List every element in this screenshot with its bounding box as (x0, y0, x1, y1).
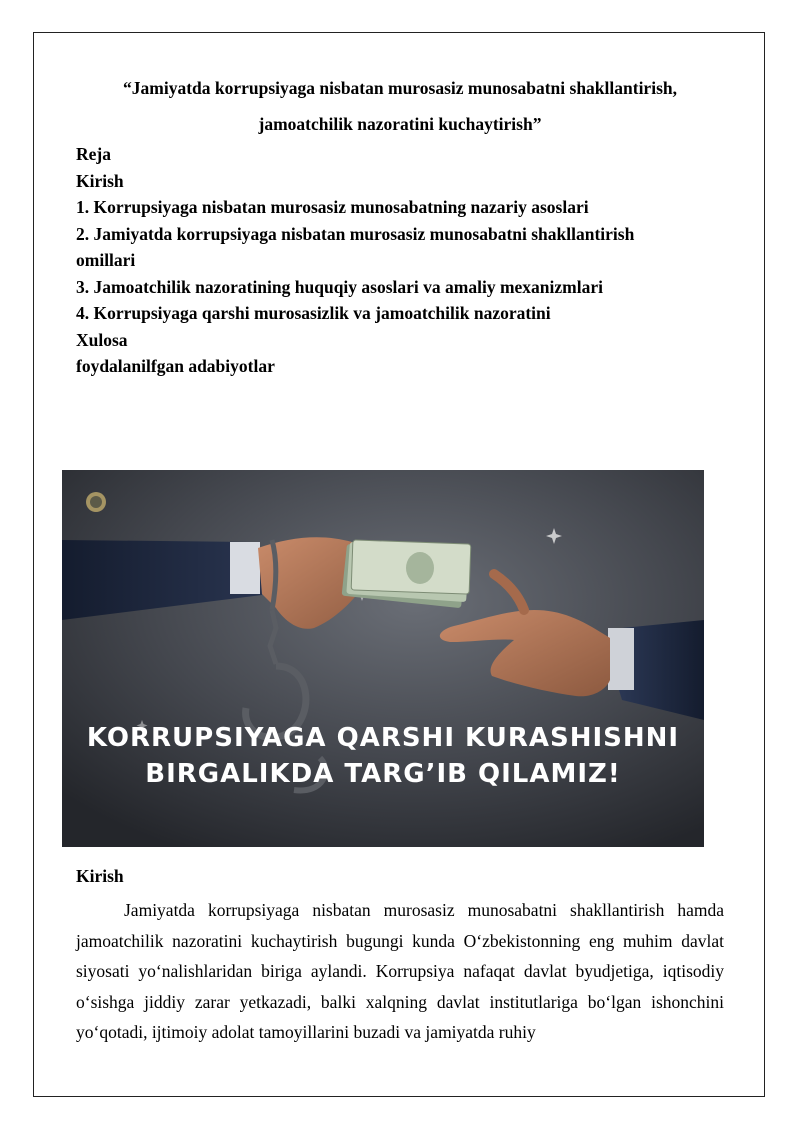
toc-item: 3. Jamoatchilik nazoratining huquqiy asoslari va amaliy mexanizmlari (76, 276, 603, 297)
toc-item: Xulosa (76, 329, 128, 350)
toc-item: Kirish (76, 170, 124, 191)
banner-line-1: KORRUPSIYAGA QARSHI KURASHISHNI (86, 723, 680, 753)
table-of-contents (76, 141, 724, 380)
toc-item: 4. Korrupsiyaga qarshi murosasizlik va jamoatchilik nazoratini (76, 303, 551, 323)
left-shirt-cuff (230, 542, 260, 594)
title-line-1: “Jamiyatda korrupsiyaga nisbatan murosasiz munosabatni shakllantirish, (123, 78, 677, 98)
section-heading-kirish: Kirish (76, 866, 124, 886)
title-line-2: jamoatchilik nazoratini kuchaytirish” (258, 114, 542, 134)
toc-item: Reja (76, 144, 111, 164)
introduction-paragraph: Jamiyatda korrupsiyaga nisbatan murosasiz munosabatni shakllantirish hamda jamoatchilik nazoratini kuchaytirish bugungi kunda O‘zbekistonning eng muhim davlat siyosati yo‘nalishlaridan biriga aylandi. Korrupsiya nafaqat davlat byudjetiga, iqtisodiy o‘sishga jiddiy zarar yetkazadi, balki xalqning davlat institutlariga bo‘lgan ishonchini yo‘qotadi, ijtimoiy adolat tamoyillarini buzadi va jamiyatda ruhiy (76, 900, 724, 1042)
banner-line-2: BIRGALIKDA TARG’IB QILAMIZ! (145, 759, 621, 789)
right-shirt-cuff (608, 628, 634, 690)
illustration-svg (62, 470, 704, 847)
toc-item: foydalanilfgan adabiyotlar (76, 356, 275, 376)
toc-item: omillari (76, 250, 136, 270)
document-title (76, 70, 724, 142)
toc-item: 1. Korrupsiyaga nisbatan murosasiz munosabatning nazariy asoslari (76, 197, 589, 217)
emblem-icon (86, 492, 106, 512)
anti-corruption-illustration (62, 470, 704, 847)
toc-item: 2. Jamiyatda korrupsiyaga nisbatan murosasiz munosabatni shakllantirish (76, 223, 635, 244)
